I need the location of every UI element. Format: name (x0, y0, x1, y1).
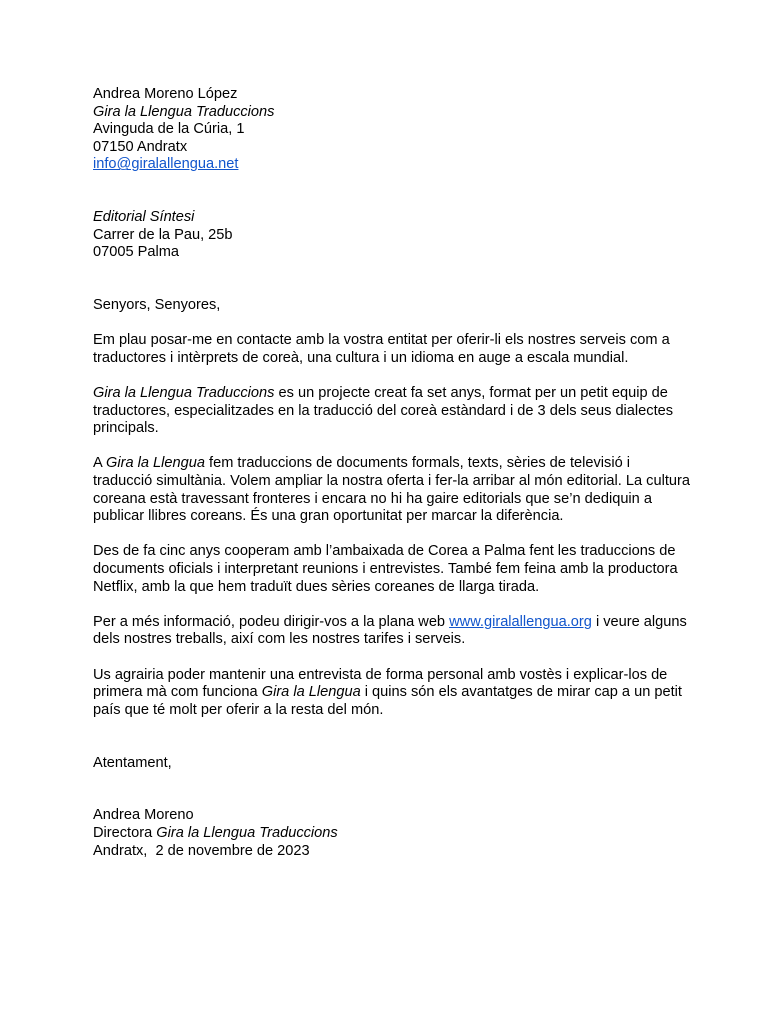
paragraph-text: es un projecte creat fa set anys, format per un petit equip de (274, 385, 668, 402)
sender-block (93, 86, 693, 174)
letter-page (93, 86, 693, 860)
paragraph-2 (93, 385, 683, 438)
recipient-block (93, 209, 693, 262)
company-name-italic: Gira la Llengua (105, 455, 205, 472)
sender-name: Andrea Moreno López (93, 86, 238, 102)
paragraph-line: Em plau posar-me en contacte amb la vostra entitat per oferir-li els nostres serveis com a (93, 332, 670, 349)
paragraph-line (93, 684, 683, 702)
spacer (93, 526, 693, 544)
paragraph-line (93, 385, 683, 403)
paragraph-line: Us agrairia poder mantenir una entrevista de forma personal amb vostès i explicar-los de (93, 666, 668, 683)
paragraph-text: i veure alguns (591, 613, 687, 630)
spacer (93, 174, 693, 209)
paragraph-text: A (93, 455, 106, 472)
spacer (93, 262, 693, 297)
paragraph-1 (93, 332, 683, 367)
paragraph-line: traductores, especialitzades en la traducció del coreà estàndard i de 3 dels seus dialectes (93, 402, 674, 419)
sender-address: Avinguda de la Cúria, 1 (93, 121, 245, 138)
paragraph-text: fem traduccions de documents formals, texts, sèries de televisió i (204, 455, 630, 472)
paragraph-line: país que té molt per oferir a la resta del món. (93, 701, 384, 718)
signature-company: Gira la Llengua Traduccions (156, 824, 338, 841)
sender-company: Gira la Llengua Traduccions (93, 103, 275, 120)
signature-name: Andrea Moreno (93, 807, 194, 824)
spacer (93, 368, 693, 386)
paragraph-6 (93, 667, 683, 720)
sender-email-line (93, 156, 693, 174)
paragraph-5 (93, 613, 687, 649)
paragraph-line: coreana està travessant fronteres i encara no hi ha gaire editorials que se’n dediquin a (93, 490, 652, 507)
signature-role: Directora (93, 824, 157, 841)
paragraph-line: traductores i intèrprets de coreà, una cultura i un idioma en auge a escala mundial. (93, 349, 629, 366)
spacer (93, 649, 693, 667)
paragraph-line: Des de fa cinc anys cooperam amb l’ambaixada de Corea a Palma fent les traduccions de (93, 543, 676, 560)
website-link[interactable]: www.giralallengua.org (449, 613, 592, 630)
recipient-company: Editorial Síntesi (93, 209, 195, 226)
signature-title (93, 825, 693, 843)
salutation: Senyors, Senyores, (93, 297, 221, 314)
paragraph-text: Per a més informació, podeu dirigir-vos a la plana web (93, 613, 450, 630)
paragraph-line: publicar llibres coreans. És una gran oportunitat per marcar la diferència. (93, 508, 564, 525)
paragraph-line: traducció simultània. Volem ampliar la nostra oferta i fer-la arribar al món editorial. La cultura (93, 473, 690, 490)
signature-place-date: Andratx, 2 de novembre de 2023 (93, 842, 310, 859)
paragraph-3 (93, 455, 690, 525)
signature-block (93, 807, 693, 860)
paragraph-line (93, 613, 687, 632)
spacer (93, 438, 693, 456)
paragraph-4 (93, 543, 683, 596)
spacer (93, 596, 693, 614)
paragraph-line: Netflix, amb la que hem traduït dues sèries coreanes de llarga tirada. (93, 578, 540, 595)
spacer (93, 772, 693, 807)
paragraph-line (93, 455, 683, 473)
sender-email-link[interactable]: info@giralallengua.net (93, 156, 239, 173)
recipient-address: Carrer de la Pau, 25b (93, 226, 233, 243)
spacer (93, 719, 693, 754)
paragraph-line: dels nostres treballs, així com les nostres tarifes i serveis. (93, 631, 466, 648)
company-name-italic: Gira la Llengua (261, 684, 361, 701)
spacer (93, 315, 693, 333)
recipient-city: 07005 Palma (93, 244, 180, 261)
paragraph-text: i quins són els avantatges de mirar cap a un petit (360, 684, 682, 701)
paragraph-line: principals. (93, 420, 159, 437)
paragraph-line: documents oficials i interpretant reunions i entrevistes. També fem feina amb la productora (93, 561, 678, 578)
paragraph-text: primera mà com funciona (93, 684, 262, 701)
company-name-italic: Gira la Llengua Traduccions (93, 385, 275, 402)
closing: Atentament, (93, 754, 172, 771)
sender-city: 07150 Andratx (93, 138, 188, 155)
